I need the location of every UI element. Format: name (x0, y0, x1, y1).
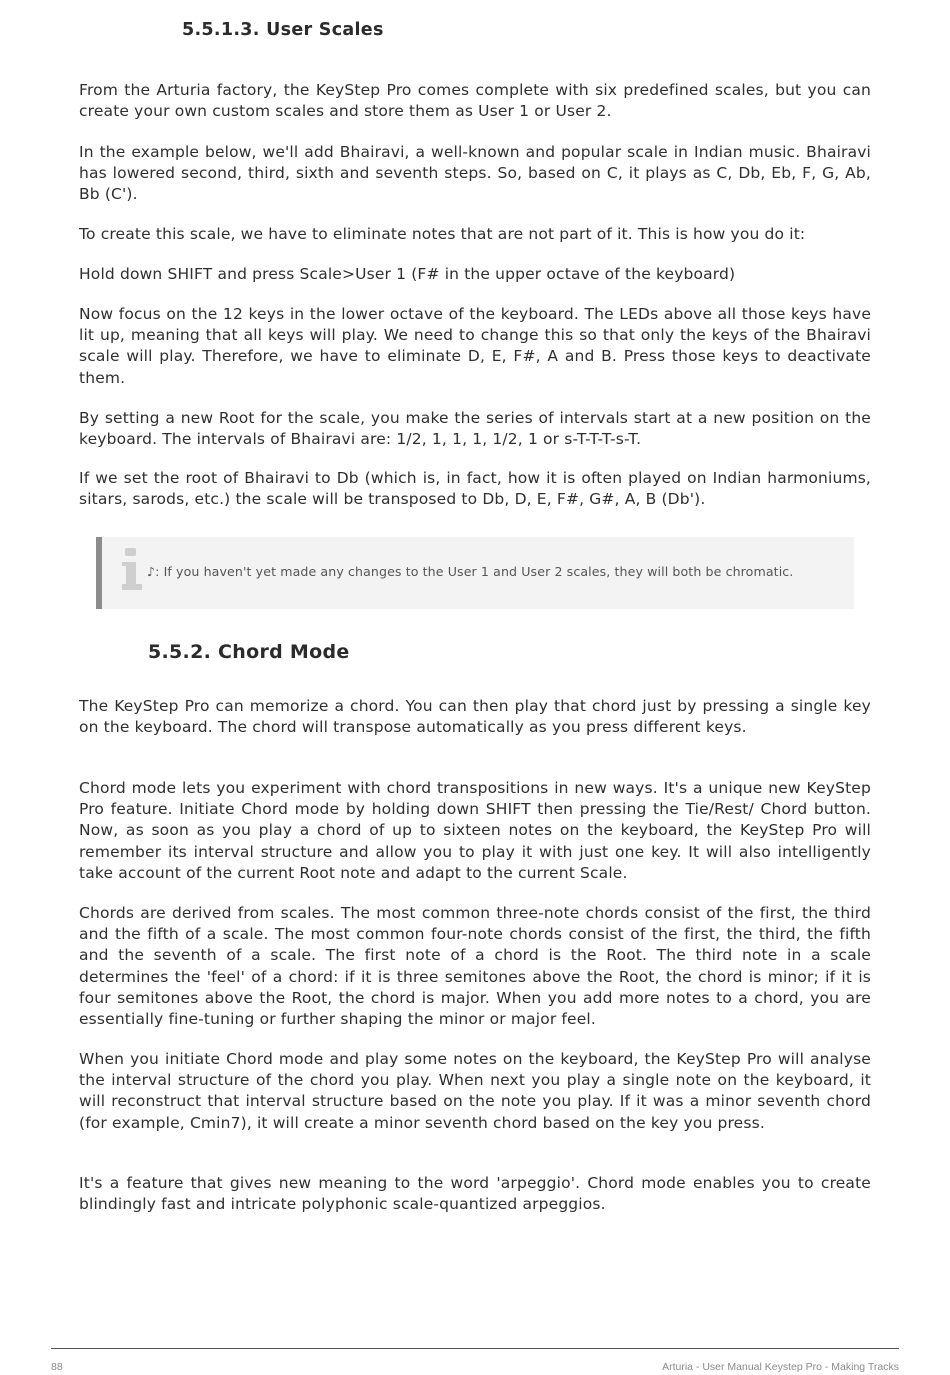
heading-chord-mode: 5.5.2. Chord Mode (148, 641, 350, 663)
heading-user-scales: 5.5.1.3. User Scales (182, 20, 384, 40)
paragraph: Now focus on the 12 keys in the lower octave of the keyboard. The LEDs above all those keys have lit up, meaning that all keys will play. We need to change this so that only the keys of the Bhairavi scale will play. Therefore, we have to eliminate D, E, F#, A and B. Press those keys to deactivate them. (79, 305, 871, 387)
info-note-text: ♪: If you haven't yet made any changes to the User 1 and User 2 scales, they will both be chromatic. (147, 564, 794, 579)
paragraph: When you initiate Chord mode and play some notes on the keyboard, the KeyStep Pro will analyse the interval structure of the chord you play. When next you play a single note on the keyboard, it will reconstruct that interval structure based on the note you play. If it was a minor seventh chord (for example, Cmin7), it will create a minor seventh chord based on the key you press. (79, 1050, 871, 1132)
paragraph: It's a feature that gives new meaning to the word 'arpeggio'. Chord mode enables you to create blindingly fast and intricate polyphonic scale-quantized arpeggios. (79, 1174, 871, 1214)
info-icon (120, 548, 144, 592)
paragraph: Chords are derived from scales. The most common three-note chords consist of the first, the third and the fifth of a scale. The most common four-note chords consist of the first, the third, the fifth and the seventh of a scale. The first note of a chord is the Root. The third note in a scale determines the 'feel' of a chord: if it is three semitones above the Root, the chord is minor; if it is four semitones above the Root, the chord is major. When you add more notes to a chord, you are essentially fine-tuning or further shaping the minor or major feel. (79, 904, 871, 1029)
footer-title: Arturia - User Manual Keystep Pro - Making Tracks (662, 1361, 899, 1373)
paragraph: In the example below, we'll add Bhairavi, a well-known and popular scale in Indian music. Bhairavi has lowered second, third, sixth and seventh steps. So, based on C, it plays as C, Db, Eb, F, G, Ab, Bb (C'). (79, 143, 871, 204)
paragraph: By setting a new Root for the scale, you make the series of intervals start at a new position on the keyboard. The intervals of Bhairavi are: 1/2, 1, 1, 1, 1/2, 1 or s-T-T-T-s-T. (79, 409, 871, 449)
footer-divider (51, 1348, 899, 1349)
page-number: 88 (51, 1361, 63, 1373)
paragraph: From the Arturia factory, the KeyStep Pro comes complete with six predefined scales, but you can create your own custom scales and store them as User 1 or User 2. (79, 81, 871, 121)
info-note-box (96, 537, 854, 609)
paragraph: Chord mode lets you experiment with chord transpositions in new ways. It's a unique new KeyStep Pro feature. Initiate Chord mode by holding down SHIFT then pressing the Tie/Rest/ Chord button. Now, as soon as you play a chord of up to sixteen notes on the keyboard, the KeyStep Pro will remember its interval structure and allow you to play it with just one key. It will also intelligently take account of the current Root note and adapt to the current Scale. (79, 779, 871, 882)
paragraph: Hold down SHIFT and press Scale>User 1 (F# in the upper octave of the keyboard) (79, 265, 736, 283)
paragraph: If we set the root of Bhairavi to Db (which is, in fact, how it is often played on Indian harmoniums, sitars, sarods, etc.) the scale will be transposed to Db, D, E, F#, G#, A, B (Db'). (79, 469, 871, 509)
paragraph: To create this scale, we have to eliminate notes that are not part of it. This is how you do it: (79, 225, 806, 243)
paragraph: The KeyStep Pro can memorize a chord. You can then play that chord just by pressing a single key on the keyboard. The chord will transpose automatically as you press different keys. (79, 697, 871, 737)
